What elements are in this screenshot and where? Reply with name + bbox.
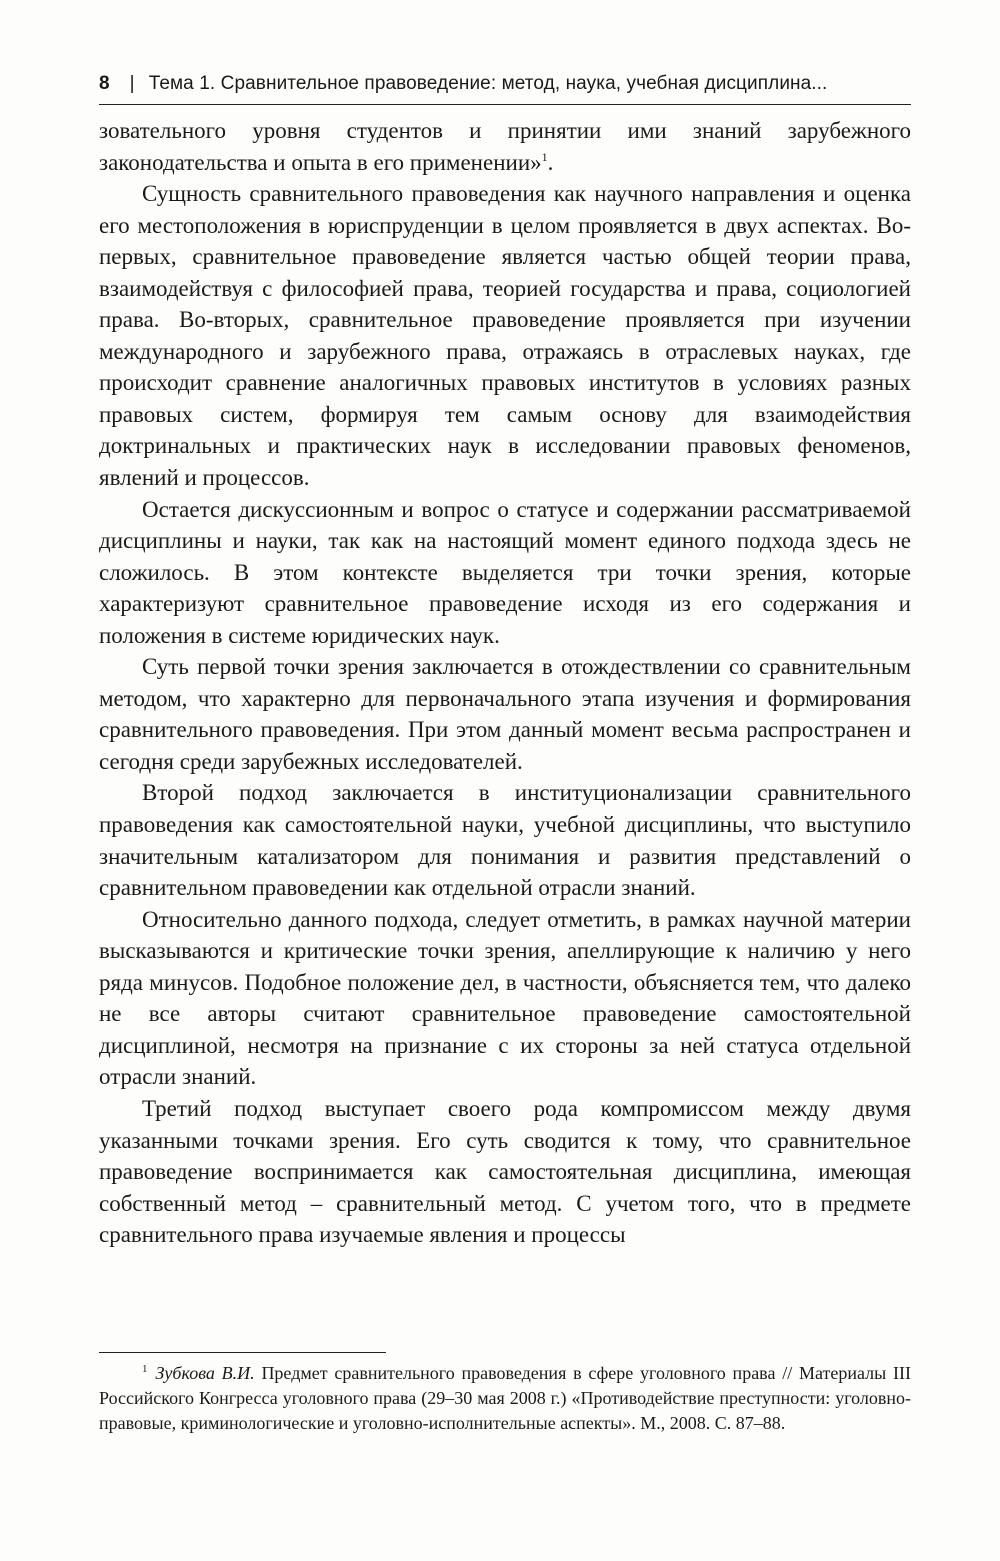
paragraph: Суть первой точки зрения заключается в отождествлении со сравнительным методом, что характерно для первоначального этапа изучения и формирования сравнительного правоведения. При этом данный момент весьма распространен и сегодня среди зарубежных исследователей. [99,654,911,774]
footnote-rule [99,1352,386,1353]
running-header [99,70,911,98]
main-text [99,115,911,1251]
paragraph: Относительно данного подхода, следует отметить, в рамках научной материи высказываются и критические точки зрения, апеллирующие к наличию у него ряда минусов. Подобное положение дел, в частности, объясняется тем, что далеко не все авторы считают сравнительное правоведение самостоятельной дисциплиной, несмотря на признание с их стороны за ней статуса отдельной отрасли знаний. [99,906,911,1090]
header-rule [99,104,911,105]
footnote-reference: 1 [541,149,548,164]
paragraph: Сущность сравнительного правоведения как научного направления и оценка его местоположения в юриспруденции в целом проявляется в двух аспектах. Во-первых, сравнительное правоведение является частью общей теории права, взаимодействуя с философией права, теорией государства и права, социологией права. Во-вторых, сравнительное правоведение проявляется при изучении международного и зарубежного права, отражаясь в отраслевых науках, где происходит сравнение аналогичных правовых институтов в условиях разных правовых систем, формируя тем самым основу для взаимодействия доктринальных и практических наук в исследовании правовых феноменов, явлений и процессов. [99,181,911,491]
paragraph: Третий подход выступает своего рода компромиссом между двумя указанными точками зрения. Его суть сводится к тому, что сравнительное правоведение воспринимается как самостоятельная дисциплина, имеющая собственный метод – сравнительный метод. С учетом того, что в предмете сравнительного права изучаемые явления и процессы [99,1095,911,1248]
footnote-author: Зубкова В.И. [155,1363,255,1383]
paragraph: Остается дискуссионным и вопрос о статусе и содержании рассматриваемой дисциплины и науки, так как на настоящий момент единого подхода здесь не сложилось. В этом контексте выделяется три точки зрения, которые характеризуют сравнительное правоведение исходя из его содержания и положения в системе юридических наук. [99,496,911,648]
paragraph: Второй подход заключается в институционализации сравнительного правоведения как самостоятельной науки, учебной дисциплины, что выступило значительным катализатором для понимания и развития представлений о сравнительном правоведении как отдельной отрасли знаний. [99,780,911,901]
footnote-mark: 1 [142,1363,148,1375]
paragraph-continuation: зовательного уровня студентов и принятии ими знаний зарубежного законодательства и опыта в его применении»$^1$. [99,118,911,175]
page-number: 8 [99,73,110,94]
footnote-text: Предмет сравнительного правоведения в сфере уголовного права // Материалы III Российского Конгресса уголовного права (29–30 мая 2008 г.) «Противодействие преступности: уголовно-правовые, криминологические и уголовно-исполнительные аспекты». М., 2008. С. 87–88. [99,1363,911,1433]
header-separator: | [129,73,135,94]
footnote [99,1361,911,1436]
chapter-title: Тема 1. Сравнительное правоведение: метод, наука, учебная дисциплина... [148,73,828,94]
